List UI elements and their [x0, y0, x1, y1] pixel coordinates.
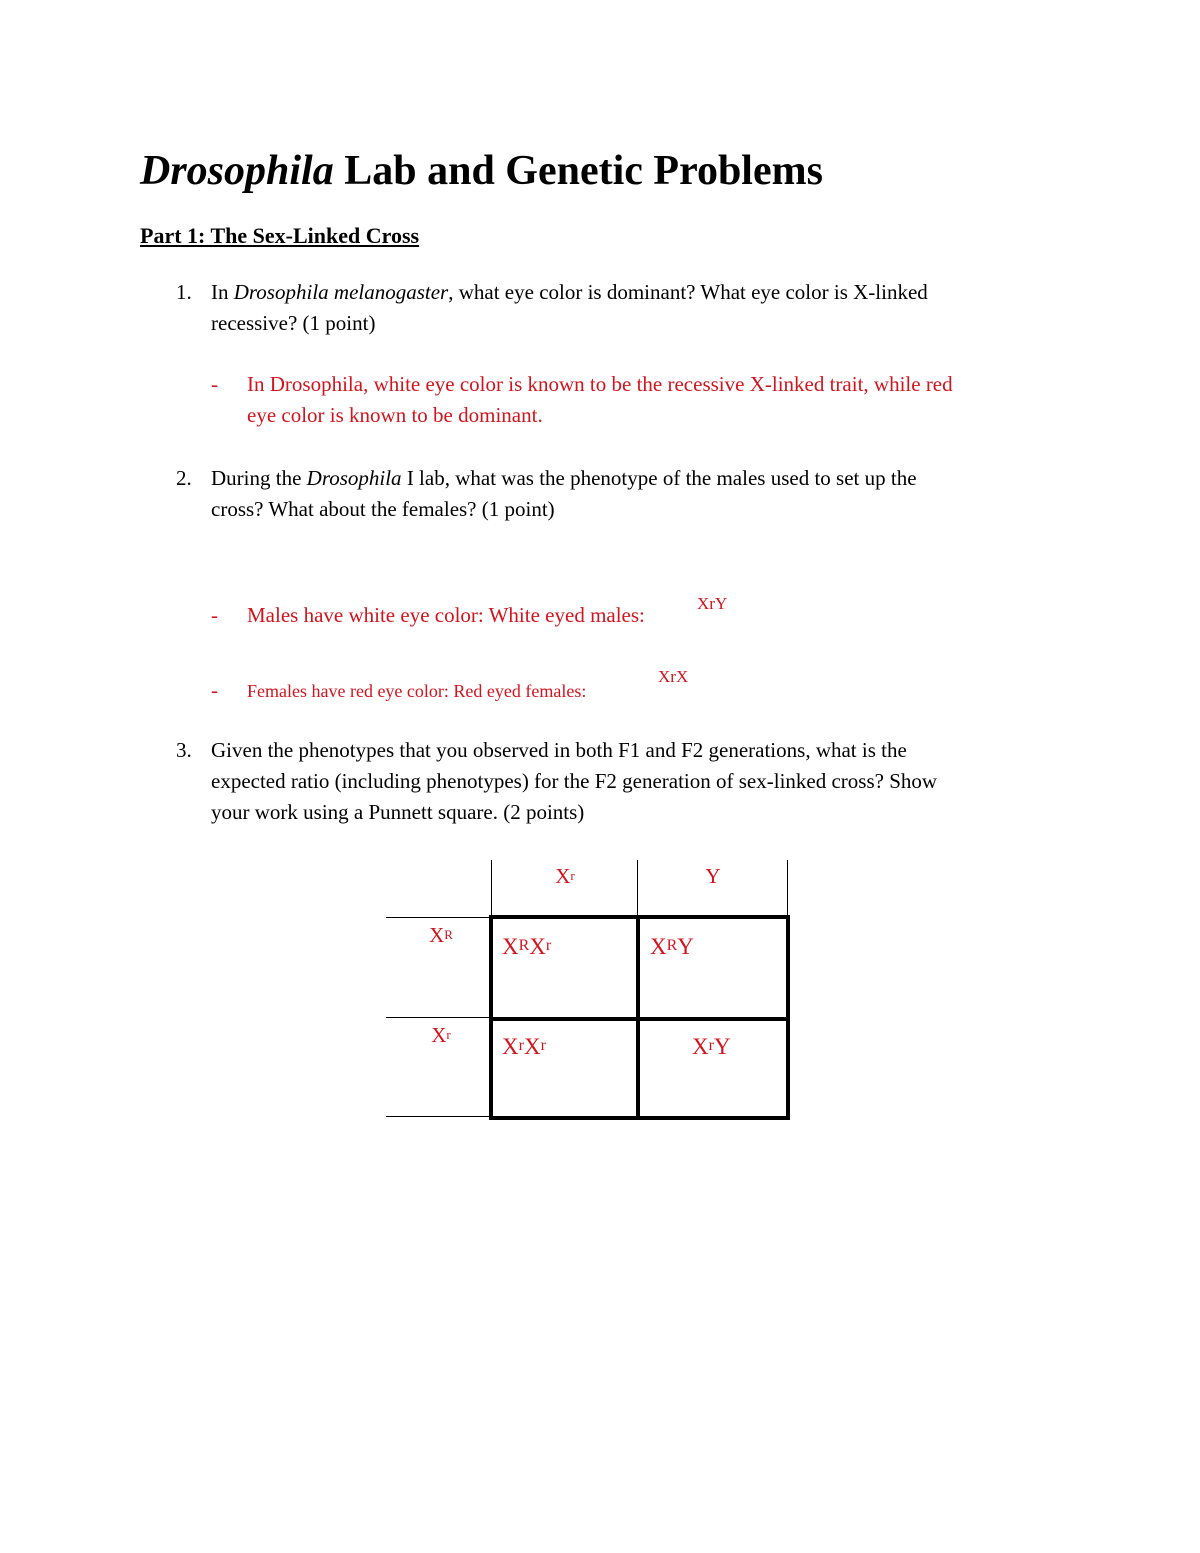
q1-text-a: In [211, 280, 234, 304]
answer-2-males-genotype: XrY [697, 594, 728, 613]
punnett-grid-right [786, 915, 790, 1120]
answer-2a-dash: - [211, 603, 218, 627]
punnett-cell-xr-xr-recessive: $X^rX^r$ [502, 1034, 546, 1059]
punnett-row-header-2: $X^r$ [431, 1023, 451, 1047]
punnett-grid-left [489, 915, 493, 1120]
answer-2-males: Males have white eye color: White eyed males: [247, 603, 645, 627]
punnett-col-header-2: Y [705, 864, 721, 888]
part-heading: Part 1: The Sex-Linked Cross [140, 223, 420, 248]
question-2-number: 2. [176, 466, 192, 490]
punnett-thin-vline-3 [787, 860, 788, 918]
question-3-line-1: Given the phenotypes that you observed in both F1 and F2 generations, what is the [211, 738, 907, 762]
title-rest: Lab and Genetic Problems [333, 148, 823, 194]
question-3-number: 3. [176, 738, 192, 762]
punnett-cell-xr-xr-female: $X^RX^r$ [502, 934, 552, 959]
question-3-line-3: your work using a Punnett square. (2 points) [211, 800, 585, 824]
punnett-thin-vline-2 [637, 860, 638, 918]
answer-1-line-2: eye color is known to be dominant. [247, 403, 543, 427]
question-1-number: 1. [176, 280, 192, 304]
punnett-row-header-1: $X^R$ [429, 923, 453, 947]
question-2-line-1 [211, 463, 917, 494]
punnett-thin-hline-3 [386, 1116, 491, 1117]
q2-text-a: During the [211, 466, 307, 490]
question-1-line-2: recessive? (1 point) [211, 311, 376, 335]
punnett-col-header-1: $X^r$ [555, 864, 575, 888]
answer-2-females: Females have red eye color: Red eyed females: [247, 681, 587, 701]
q2-species: Drosophila [306, 466, 402, 490]
page-title [140, 145, 823, 197]
q2-text-b: I lab, what was the phenotype of the males used to set up the [401, 466, 917, 490]
q1-text-b: , what eye color is dominant? What eye color is X-linked [448, 280, 928, 304]
punnett-thin-hline-1 [386, 917, 491, 918]
title-italic: Drosophila [140, 148, 334, 194]
answer-2-females-genotype: XrX [658, 667, 689, 686]
answer-2b-dash: - [211, 678, 218, 702]
punnett-cell-xr-y-male: $X^RY$ [650, 934, 694, 959]
question-2-line-2: cross? What about the females? (1 point) [211, 497, 555, 521]
answer-1-dash: - [211, 372, 218, 396]
question-1-line-1 [211, 277, 928, 308]
punnett-thin-hline-2 [386, 1017, 491, 1018]
punnett-grid-center [636, 915, 640, 1120]
q1-species: Drosophila melanogaster [233, 280, 449, 304]
answer-1-line-1: In Drosophila, white eye color is known to be the recessive X-linked trait, while red [247, 372, 953, 396]
punnett-cell-xr-y-recessive: $X^rY$ [692, 1034, 731, 1059]
question-3-line-2: expected ratio (including phenotypes) for the F2 generation of sex-linked cross? Show [211, 769, 938, 793]
punnett-thin-vline-1 [491, 860, 492, 918]
